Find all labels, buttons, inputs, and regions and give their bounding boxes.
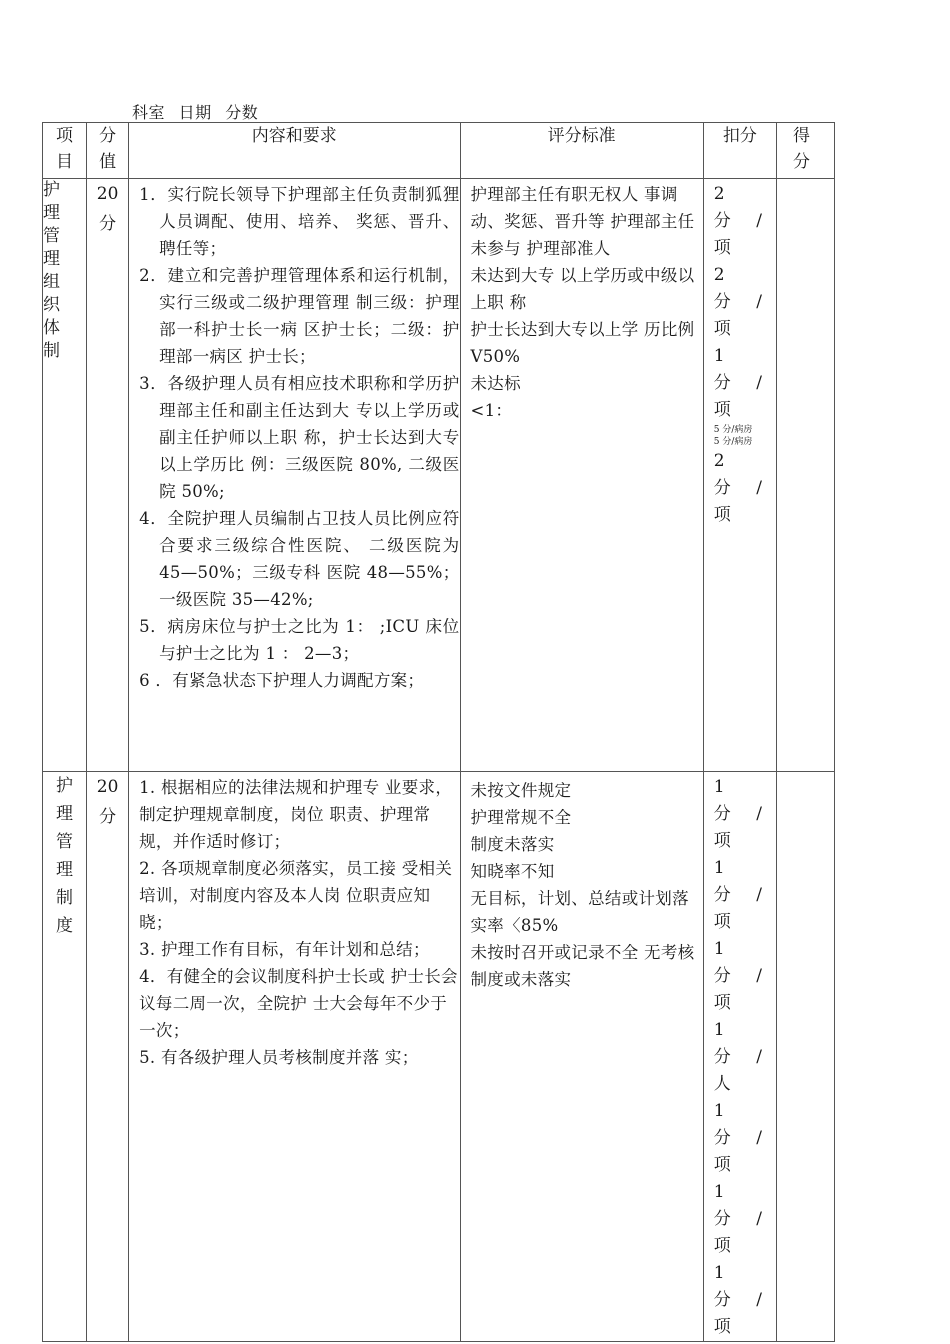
project-char: 理	[43, 249, 60, 269]
col-project	[43, 123, 87, 179]
project-char: 度	[56, 916, 74, 936]
requirement-item: 5. 有各级护理人员考核制度并落 实；	[139, 1048, 419, 1067]
section1-deduct	[703, 179, 776, 772]
requirement-item: 1．实行院长领导下护理部主任负责制狐狸人员调配、使用、培养、 奖惩、晋升、聘任等；	[139, 185, 460, 258]
criteria-item: 护理常规不全	[470, 808, 572, 827]
criteria-item: 护士长达到大专以上学 历比例 V50%	[470, 320, 695, 366]
deduct-note: 5 分/病房	[713, 437, 753, 447]
deduct-unit: 项	[713, 912, 731, 932]
deduct-amount: 1 分 /	[713, 1263, 772, 1310]
project-char: 护	[56, 776, 74, 796]
requirement-item: 1. 根据相应的法律法规和护理专 业要求，制定护理规章制度，岗位 职责、护理常规，并作适时修订；	[139, 778, 453, 851]
col-obtained: 得 分	[776, 123, 834, 179]
col-content: 内容和要求	[129, 123, 460, 179]
project-char: 制	[43, 341, 60, 361]
criteria-item: 未按时召开或记录不全 无考核制度或未落实	[470, 943, 695, 989]
criteria-item: 知晓率不知	[470, 862, 555, 881]
deduct-unit: 项	[713, 238, 731, 258]
score-label: 分数	[225, 103, 259, 122]
section1-project	[43, 179, 87, 772]
section1-content	[129, 179, 460, 772]
section2-obtained[interactable]	[776, 772, 834, 1342]
col-deduct: 扣分	[703, 123, 776, 179]
criteria-item: 制度未落实	[470, 835, 555, 854]
project-char: 制	[56, 888, 74, 908]
requirement-item: 4．有健全的会议制度科护士长或 护士长会议每二周一次，全院护 士大会每年不少于一次；	[139, 967, 458, 1040]
requirement-item: 2．建立和完善护理管理体系和运行机制，实行三级或二级护理管理 制三级：护理部一科护士长一病 区护士长；二级：护理部一病区 护士长；	[139, 266, 460, 366]
points-unit: 分	[99, 214, 117, 234]
deduct-amount: 2 分 /	[713, 451, 772, 498]
criteria-item: 未按文件规定	[470, 781, 572, 800]
requirement-item: 6 ．有紧急状态下护理人力调配方案；	[139, 671, 425, 690]
deduct-amount: 2 分 /	[713, 265, 772, 312]
project-char: 组	[43, 272, 60, 292]
deduct-unit: 项	[713, 319, 731, 339]
deduct-unit: 项	[713, 831, 731, 851]
requirement-item: 3．各级护理人员有相应技术职称和学历护理部主任和副主任达到大 专以上学历或副主任护师以上职 称，护士长达到大专以上学历比 例：三级医院 80%, 二级医院 50%;	[139, 374, 460, 501]
criteria-item: 护理部主任有职无权人 事调动、奖惩、晋升等 护理部主任未参与 护理部准人	[470, 185, 695, 258]
section2-deduct	[703, 772, 776, 1342]
deduct-unit: 项	[713, 1155, 731, 1175]
project-char: 体	[43, 318, 60, 338]
requirement-item: 5．病房床位与护士之比为 1： ;ICU 床位与护士之比为 1 ： 2—3；	[139, 617, 460, 663]
project-char: 管	[43, 226, 60, 246]
section1-criteria	[460, 179, 703, 772]
project-char: 理	[56, 860, 74, 880]
section2-project	[43, 772, 87, 1342]
col-points-char: 值	[99, 152, 117, 172]
deduct-note: 5 分/病房	[713, 425, 753, 435]
deduct-unit: 项	[713, 400, 731, 420]
deduct-unit: 项	[713, 993, 731, 1013]
date-label: 日期	[178, 103, 212, 122]
deduct-amount: 1 分 /	[713, 777, 772, 824]
criteria-item: 未达到大专 以上学历或中级以上职 称	[470, 266, 695, 312]
assessment-table	[42, 122, 835, 1342]
requirement-item: 3. 护理工作有目标，有年计划和总结；	[139, 940, 430, 959]
project-char: 管	[56, 832, 74, 852]
requirement-item: 4．全院护理人员编制占卫技人员比例应符合要求三级综合性医院、 二级医院为 45—50%；三级专科 医院 48—55%； 一级医院 35—42%;	[139, 509, 460, 609]
criteria-item: 无目标，计划、总结或计划落实率〈85%	[470, 889, 689, 935]
deduct-unit: 项	[713, 505, 731, 525]
section2-criteria	[460, 772, 703, 1342]
section2-points	[87, 772, 129, 1342]
form-header	[132, 100, 266, 123]
project-char: 织	[43, 295, 60, 315]
header-row	[43, 123, 835, 179]
project-char: 护	[43, 180, 60, 200]
col-points-char: 分	[99, 126, 117, 146]
deduct-amount: 1 分 /	[713, 1020, 772, 1067]
section2-content	[129, 772, 460, 1342]
deduct-unit: 人	[713, 1074, 731, 1094]
points-value: 20	[96, 184, 119, 204]
section1-points	[87, 179, 129, 772]
deduct-amount: 1 分 /	[713, 939, 772, 986]
points-value: 20	[96, 777, 119, 797]
project-char: 理	[43, 203, 60, 223]
deduct-amount: 1 分 /	[713, 1182, 772, 1229]
col-criteria: 评分标准	[460, 123, 703, 179]
table-row	[43, 772, 835, 1342]
requirement-item: 2. 各项规章制度必须落实，员工接 受相关培训，对制度内容及本人岗 位职责应知晓；	[139, 859, 453, 932]
criteria-item: <1：	[470, 401, 513, 420]
col-points	[87, 123, 129, 179]
deduct-amount: 2 分 /	[713, 184, 772, 231]
table-row	[43, 179, 835, 772]
deduct-unit: 项	[713, 1317, 731, 1337]
points-unit: 分	[99, 807, 117, 827]
col-project-char: 项	[56, 126, 74, 146]
deduct-amount: 1 分 /	[713, 346, 772, 393]
deduct-unit: 项	[713, 1236, 731, 1256]
deduct-amount: 1 分 /	[713, 858, 772, 905]
section1-obtained[interactable]	[776, 179, 834, 772]
deduct-amount: 1 分 /	[713, 1101, 772, 1148]
dept-label: 科室	[132, 103, 166, 122]
criteria-item: 未达标	[470, 374, 521, 393]
project-char: 理	[56, 804, 74, 824]
col-project-char: 目	[56, 152, 74, 172]
